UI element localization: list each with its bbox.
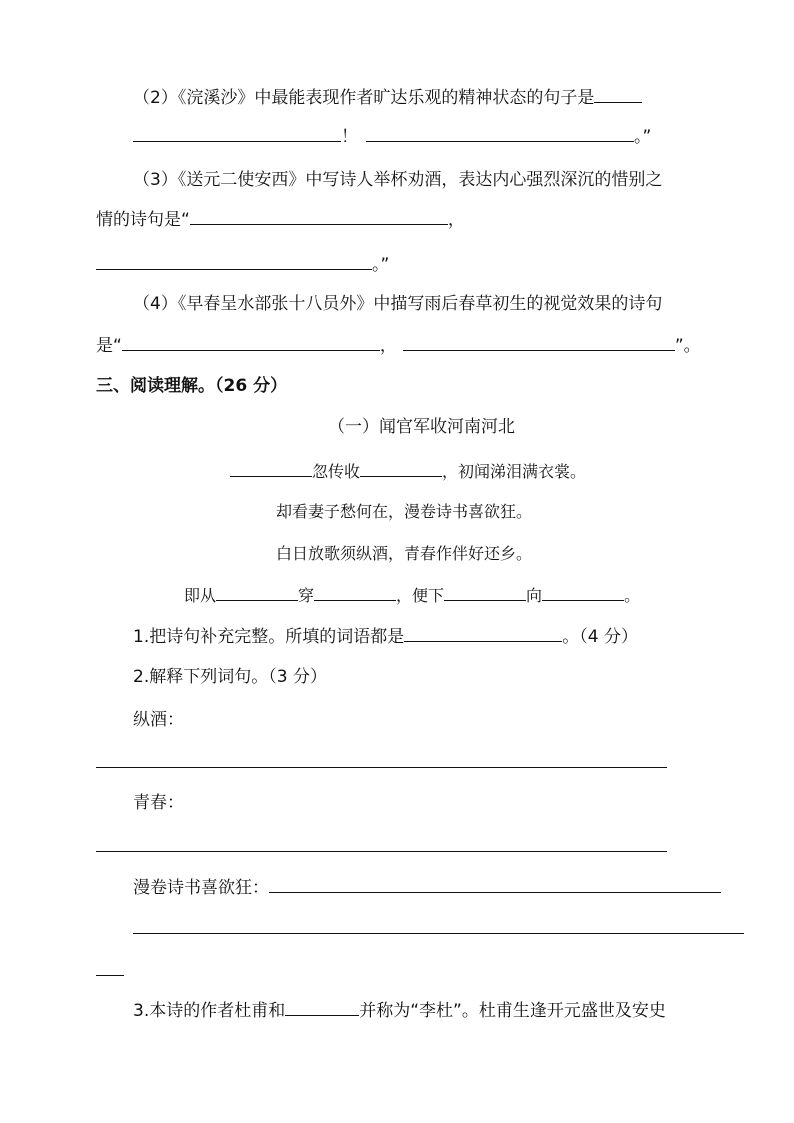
poem-line-1 (230, 460, 586, 483)
q4-blank-1[interactable] (122, 334, 380, 351)
q2-line2 (133, 125, 651, 148)
q3b-text-a: 3.本诗的作者杜甫和 (133, 1001, 286, 1021)
poem-blank-2[interactable] (360, 460, 442, 477)
q1-text: 1.把诗句补充完整。所填的词语都是 (133, 627, 405, 647)
q3-prefix: 情的诗句是“ (96, 210, 190, 230)
poem-line-4 (184, 584, 640, 607)
section3-title: 三、阅读理解。（26 分） (96, 376, 288, 396)
poem-line-2: 却看妻子愁何在，漫卷诗书喜欲狂。 (276, 502, 533, 521)
q4-text: （4）《早春呈水部张十八员外》中描写雨后春草初生的视觉效果的诗句 (133, 294, 663, 314)
q4-comma: ， (379, 336, 397, 356)
q2-line1 (133, 86, 642, 109)
q3-end: 。” (372, 255, 390, 275)
q3-text: （3）《送元二使安西》中写诗人举杯劝酒，表达内心强烈深沉的惜别之 (133, 170, 663, 190)
q3b-text-b: 并称为“李杜”。杜甫生逢开元盛世及安史 (359, 1001, 666, 1021)
term-qingchun: 青春： (133, 793, 184, 813)
poem-l1-end: ，初闻涕泪满衣裳。 (442, 462, 587, 481)
q3-line3 (96, 253, 389, 276)
term-zongjiu: 纵酒： (133, 710, 184, 730)
poem-l4-a: 即从 (184, 586, 217, 605)
poem-blank-3[interactable] (216, 584, 298, 601)
q4-end: ”。 (674, 336, 701, 356)
answer-line-qingchun[interactable] (96, 851, 667, 852)
poem-l1-mid: 忽传收 (312, 462, 361, 481)
q4-blank-2[interactable] (403, 334, 675, 351)
poem-blank-4[interactable] (314, 584, 396, 601)
question-3 (133, 999, 666, 1022)
q2-blank-1[interactable] (594, 86, 642, 103)
q2-end: 。” (634, 127, 652, 147)
q4-prefix: 是“ (96, 336, 122, 356)
answer-line-manjuan-3[interactable] (96, 975, 124, 976)
q1-blank[interactable] (404, 625, 562, 642)
answer-line-manjuan-2[interactable] (133, 933, 744, 934)
poem-l4-c: ，便下 (396, 586, 445, 605)
q3-blank-2[interactable] (96, 253, 372, 270)
term-manjuan (133, 876, 721, 899)
term-manjuan-label: 漫卷诗书喜欲狂： (133, 878, 269, 898)
poem-l4-d: 向 (526, 586, 543, 605)
q2-prefix: （2）《浣溪沙》中最能表现作者旷达乐观的精神状态的句子是 (133, 88, 595, 108)
poem-l4-b: 穿 (298, 586, 315, 605)
answer-line-zongjiu[interactable] (96, 767, 667, 768)
question-1 (133, 625, 638, 648)
q2-blank-2[interactable] (133, 125, 341, 142)
q4-line1 (133, 293, 662, 315)
poem-blank-5[interactable] (444, 584, 526, 601)
poem-l4-e: 。 (624, 586, 641, 605)
q3b-blank[interactable] (285, 999, 359, 1016)
q1-end: 。（4 分） (562, 627, 638, 647)
q4-line2 (96, 334, 701, 357)
poem-line-3: 白日放歌须纵酒，青春作伴好还乡。 (276, 544, 533, 563)
poem-title: （一）闻官军收河南河北 (328, 417, 515, 437)
q3-comma: ， (447, 210, 465, 230)
question-2: 2.解释下列词句。（3 分） (133, 667, 327, 687)
poem-blank-6[interactable] (542, 584, 624, 601)
poem-blank-1[interactable] (230, 460, 312, 477)
q3-line1 (133, 169, 662, 191)
q2-mid: ！ (341, 127, 358, 147)
answer-line-manjuan-1[interactable] (269, 876, 721, 893)
q3-blank-1[interactable] (190, 208, 448, 225)
q3-line2 (96, 208, 465, 231)
q2-blank-3[interactable] (366, 125, 634, 142)
